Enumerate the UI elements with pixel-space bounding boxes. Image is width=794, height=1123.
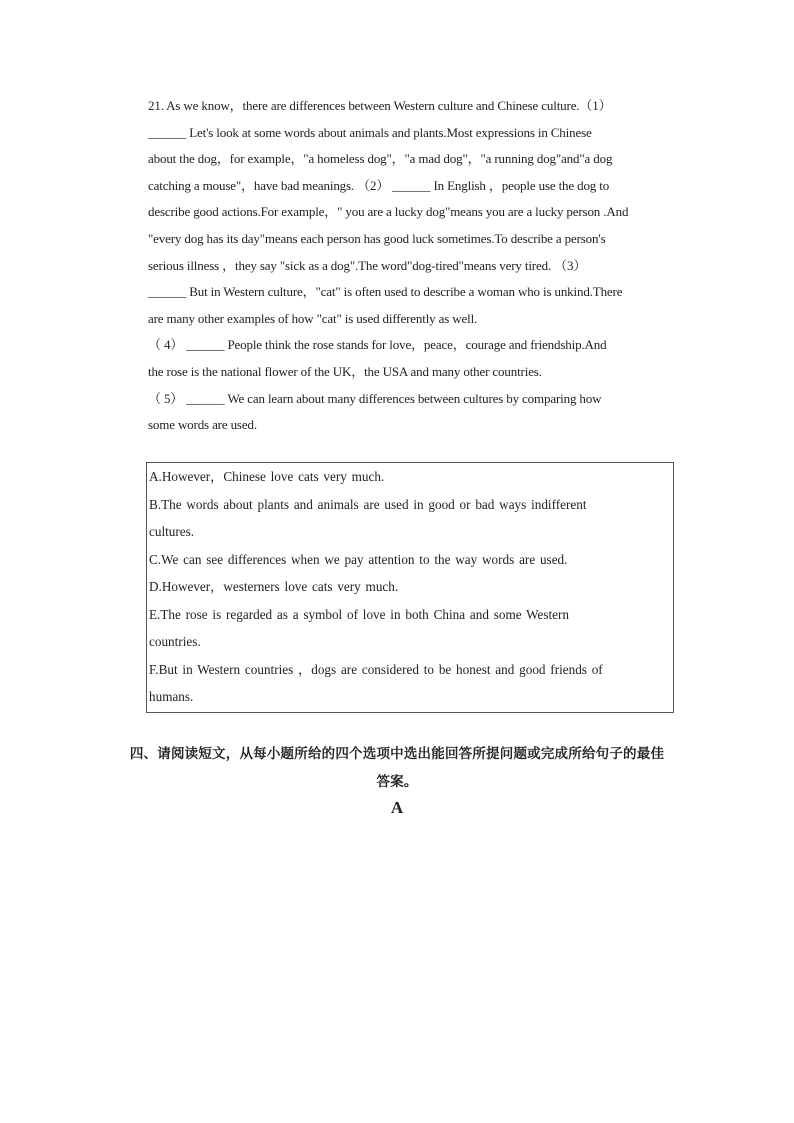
option-line: A.However，Chinese love cats very much. bbox=[149, 469, 385, 484]
option-line: C.We can see differences when we pay attention to the way words are used. bbox=[149, 551, 568, 567]
section-heading-line: 四、请阅读短文，从每小题所给的四个选项中选出能回答所提问题或完成所给句子的最佳 bbox=[129, 746, 665, 762]
passage-line: catching a mouse"，have bad meanings. （2） ______ In English ，people use the dog to bbox=[148, 177, 610, 193]
reading-passage bbox=[148, 93, 688, 439]
passage-line: "every dog has its day"means each person has good luck sometimes.To describe a person's bbox=[148, 230, 606, 246]
passage-line: 21. As we know，there are differences between Western culture and Chinese culture.（1） bbox=[148, 98, 612, 113]
part-label: A bbox=[390, 798, 404, 817]
section-heading-line: 答案。 bbox=[376, 774, 418, 790]
passage-line: some words are used. bbox=[148, 417, 257, 433]
option-line: F.But in Western countries ，dogs are considered to be honest and good friends of bbox=[149, 661, 603, 677]
option-line: D.However，westerners love cats very much. bbox=[149, 579, 399, 594]
option-line: E.The rose is regarded as a symbol of love in both China and some Western bbox=[149, 606, 569, 622]
passage-line: serious illness ，they say "sick as a dog".The word"dog-tired"means very tired. （3） bbox=[148, 257, 587, 273]
section-heading bbox=[110, 740, 684, 796]
option-line: B.The words about plants and animals are used in good or bad ways indifferent bbox=[149, 496, 587, 512]
passage-line: are many other examples of how "cat" is used differently as well. bbox=[148, 310, 478, 326]
passage-line: describe good actions.For example，" you are a lucky dog"means you are a lucky person .And bbox=[148, 204, 629, 220]
passage-line: the rose is the national flower of the UK，the USA and many other countries. bbox=[148, 363, 542, 379]
passage-line: ______ Let's look at some words about animals and plants.Most expressions in Chinese bbox=[148, 124, 592, 140]
passage-line: （ 4） ______ People think the rose stands for love，peace，courage and friendship.And bbox=[148, 337, 607, 353]
passage-line: ______ But in Western culture，"cat" is often used to describe a woman who is unkind.There bbox=[148, 284, 623, 300]
passage-line: about the dog，for example，"a homeless dog"，"a mad dog"，"a running dog"and"a dog bbox=[148, 151, 613, 167]
option-line: humans. bbox=[149, 689, 194, 704]
passage-line: （ 5） ______ We can learn about many differences between cultures by comparing how bbox=[148, 390, 602, 406]
option-line: cultures. bbox=[149, 524, 195, 539]
answer-options-box bbox=[146, 462, 674, 713]
option-line: countries. bbox=[149, 634, 201, 649]
